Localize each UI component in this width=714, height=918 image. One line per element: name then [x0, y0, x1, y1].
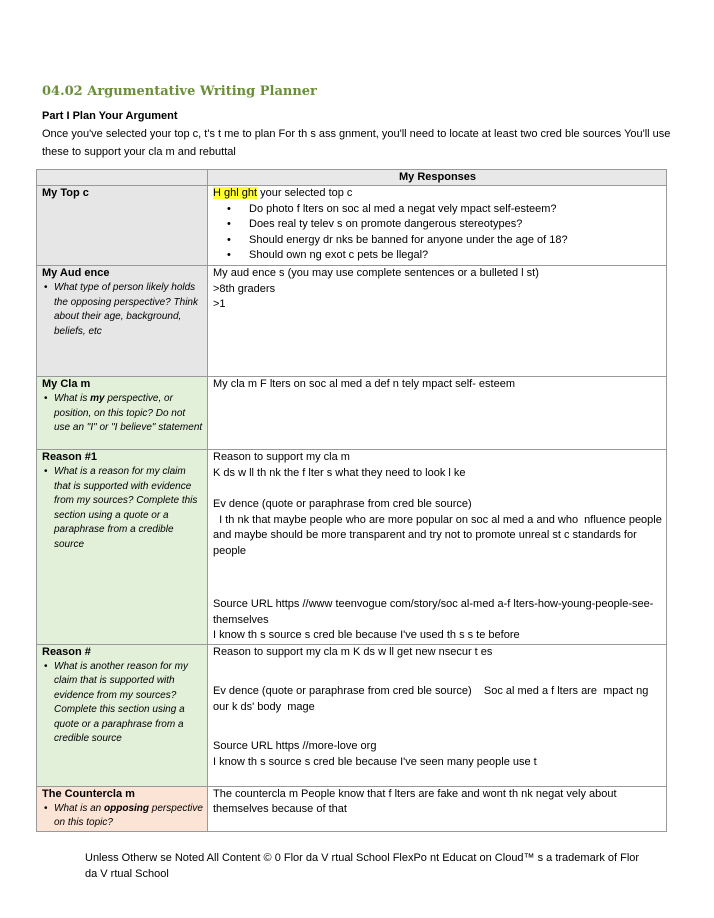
audience-label-cell	[37, 266, 208, 377]
reason1-support-label: Reason to support my cla m	[213, 451, 350, 463]
reason1-prompt: • What is a reason for my claim that is supported with evidence from my sources? Complete this section using a quote or a paraphrase from a credible source	[54, 465, 203, 552]
list-item: • Should own ng exot c pets be llegal?	[249, 248, 662, 264]
part-heading: Part I Plan Your Argument	[42, 110, 178, 122]
counterclaim-response-cell[interactable]	[208, 786, 667, 831]
table-row-topic	[37, 186, 667, 266]
list-item: • Do photo f lters on soc al med a negat vely mpact self-esteem?	[249, 202, 662, 218]
header-blank-cell	[37, 170, 208, 186]
list-item: • Does real ty telev s on promote dangerous stereotypes?	[249, 217, 662, 233]
reason1-label-cell	[37, 450, 208, 645]
reason1-label: Reason #1	[42, 451, 98, 463]
reason1-response-cell[interactable]	[208, 450, 667, 645]
reason2-prompt: • What is another reason for my claim that is supported with evidence from my sources? Complete this section using a quote or a paraphrase from a credible source	[54, 660, 203, 747]
list-item: • Should energy dr nks be banned for anyone under the age of 18?	[249, 233, 662, 249]
counterclaim-response: The countercla m People know that f lters are fake and wont th nk negat vely about themselves because of that	[213, 787, 617, 815]
reason2-response-cell[interactable]	[208, 644, 667, 786]
audience-line: >1	[213, 298, 226, 310]
claim-response: My cla m F lters on soc al med a def n tely mpact self- esteem	[213, 378, 515, 390]
counterclaim-label: The Countercla m	[42, 787, 135, 800]
reason2-source: Source URL https //more-love org	[213, 740, 377, 752]
topic-response-cell[interactable]	[208, 186, 667, 266]
table-row-reason-2	[37, 644, 667, 786]
reason1-source: Source URL https //www teenvogue com/story/soc al-med a-f lters-how-young-people-see-themselves	[213, 598, 654, 626]
table-row-audience	[37, 266, 667, 377]
table-row-claim	[37, 377, 667, 450]
table-row-counterclaim	[37, 786, 667, 831]
reason2-support: Reason to support my cla m K ds w ll get new nsecur t es	[213, 645, 493, 658]
audience-prompt: • What type of person likely holds the opposing perspective? Think about their age, background, beliefs, etc	[54, 281, 203, 339]
reason2-label-cell	[37, 644, 208, 786]
counterclaim-prompt: • What is an opposing perspective on this topic?	[54, 802, 203, 831]
audience-line: My aud ence s (you may use complete sentences or a bulleted l st)	[213, 267, 539, 279]
claim-label-cell	[37, 377, 208, 450]
reason1-evidence-label: Ev dence (quote or paraphrase from cred ble source)	[213, 498, 472, 510]
topic-label: My Top c	[42, 187, 89, 199]
intro-text: Once you've selected your top c, t's t me to plan For th s ass gnment, you'll need to locate at least two cred ble sources You'll use these to support your cla m and rebuttal	[42, 128, 671, 158]
page-title: 04.02 Argumentative Writing Planner	[42, 84, 317, 99]
topic-label-cell	[37, 186, 208, 266]
reason2-label: Reason #	[42, 645, 91, 658]
claim-prompt: • What is my perspective, or position, on this topic? Do not use an "I" or "I believe" statement	[54, 392, 203, 436]
claim-label: My Cla m	[42, 378, 91, 390]
counterclaim-label-cell	[37, 786, 208, 831]
planner-table	[36, 169, 667, 832]
reason2-evidence: Ev dence (quote or paraphrase from cred ble source) Soc al med a f lters are mpact ng our k ds' body mage	[213, 685, 652, 713]
reason1-evidence: I th nk that maybe people who are more popular on soc al med a and who nfluence people and maybe should be more transparent and try not to promote unreal st c standards for people	[213, 513, 665, 557]
highlight-word: H ghl ght	[213, 187, 258, 199]
reason1-support: K ds w ll th nk the f lter s what they need to look l ke	[213, 466, 466, 479]
reason1-credible: I know th s source s cred ble because I've used th s s te before	[213, 629, 520, 641]
topic-instruction: your selected top c	[257, 187, 353, 199]
reason2-credible: I know th s source s cred ble because I've seen many people use t	[213, 755, 537, 768]
audience-line: >8th graders	[213, 282, 276, 295]
topic-list	[213, 202, 662, 264]
audience-response-cell[interactable]	[208, 266, 667, 377]
footer-copyright: Unless Otherw se Noted All Content © 0 Flor da V rtual School FlexPo nt Educat on Cloud™ s a trademark of Flor da V rtual School	[85, 852, 640, 880]
table-row-reason-1	[37, 450, 667, 645]
header-responses: My Responses	[208, 170, 667, 186]
claim-response-cell[interactable]	[208, 377, 667, 450]
audience-label: My Aud ence	[42, 267, 110, 279]
